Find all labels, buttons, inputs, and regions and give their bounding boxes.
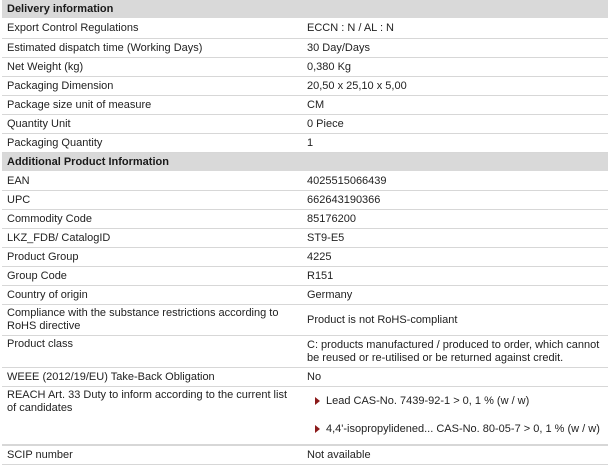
table-row: [2, 445, 608, 465]
triangle-right-icon[interactable]: [315, 397, 320, 405]
row-value: No: [307, 370, 322, 383]
table-row: [2, 229, 608, 248]
row-value: Product is not RoHS-compliant: [307, 313, 458, 326]
row-label: Product Group: [7, 250, 79, 263]
row-value: 1: [307, 136, 314, 149]
row-label: Commodity Code: [7, 212, 92, 225]
table-row: [2, 336, 608, 368]
table-row: [2, 39, 608, 58]
table-row: [2, 19, 608, 39]
row-value: 4025515066439: [307, 174, 387, 187]
table-row: [2, 77, 608, 96]
row-value: Germany: [307, 288, 353, 301]
row-value: 85176200: [307, 212, 356, 225]
reach-substance-item[interactable]: [315, 421, 600, 437]
row-label: Group Code: [7, 269, 67, 282]
row-label: REACH Art. 33 Duty to inform according to the current list of candidates: [7, 389, 288, 414]
table-row: [2, 172, 608, 191]
row-label: Packaging Dimension: [7, 79, 114, 92]
row-label: Package size unit of measure: [7, 98, 152, 111]
table-row: [2, 387, 608, 445]
row-label: SCIP number: [7, 448, 73, 461]
row-value: 662643190366: [307, 193, 381, 206]
table-row: [2, 267, 608, 286]
row-label: Country of origin: [7, 288, 88, 301]
reach-substance-item[interactable]: [315, 393, 529, 409]
row-value: 20,50 x 25,10 x 5,00: [307, 79, 407, 92]
row-value: R151: [307, 269, 334, 282]
delivery-information-heading: Delivery information: [2, 0, 608, 19]
row-value: C: products manufactured / produced to order, which cannot be reused or re-utilised or be returned against credit.: [307, 338, 600, 364]
row-value: ST9-E5: [307, 231, 345, 244]
row-label: Packaging Quantity: [7, 136, 103, 149]
row-label: EAN: [7, 174, 30, 187]
product-details-table: [2, 0, 608, 465]
row-value: 0 Piece: [307, 117, 344, 130]
row-label: LKZ_FDB/ CatalogID: [7, 231, 111, 244]
reach-substance-list: [302, 387, 608, 444]
row-label: Compliance with the substance restrictions according to RoHS directive: [7, 307, 279, 332]
reach-substance-label[interactable]: 4,4'-isopropylidened... CAS-No. 80-05-7 > 0, 1 % (w / w): [326, 422, 600, 435]
table-row: [2, 368, 608, 387]
additional-product-information-heading: Additional Product Information: [2, 153, 608, 172]
row-label: Net Weight (kg): [7, 60, 84, 73]
table-row: [2, 286, 608, 305]
triangle-right-icon[interactable]: [315, 425, 320, 433]
table-row: [2, 134, 608, 153]
table-row: [2, 305, 608, 336]
table-row: [2, 191, 608, 210]
row-label: UPC: [7, 193, 31, 206]
row-label: WEEE (2012/19/EU) Take-Back Obligation: [7, 370, 215, 383]
row-value: Not available: [307, 448, 371, 461]
table-row: [2, 248, 608, 267]
row-value: 30 Day/Days: [307, 41, 370, 54]
row-value: 4225: [307, 250, 332, 263]
reach-substance-label[interactable]: Lead CAS-No. 7439-92-1 > 0, 1 % (w / w): [326, 394, 530, 407]
table-row: [2, 58, 608, 77]
row-value: 0,380 Kg: [307, 60, 352, 73]
table-row: [2, 115, 608, 134]
row-label: Quantity Unit: [7, 117, 71, 130]
row-value: CM: [307, 98, 325, 111]
row-label: Product class: [7, 338, 74, 350]
table-row: [2, 210, 608, 229]
row-label: Export Control Regulations: [7, 22, 139, 34]
row-label: Estimated dispatch time (Working Days): [7, 41, 203, 54]
table-row: [2, 96, 608, 115]
row-value: ECCN : N / AL : N: [307, 22, 395, 34]
